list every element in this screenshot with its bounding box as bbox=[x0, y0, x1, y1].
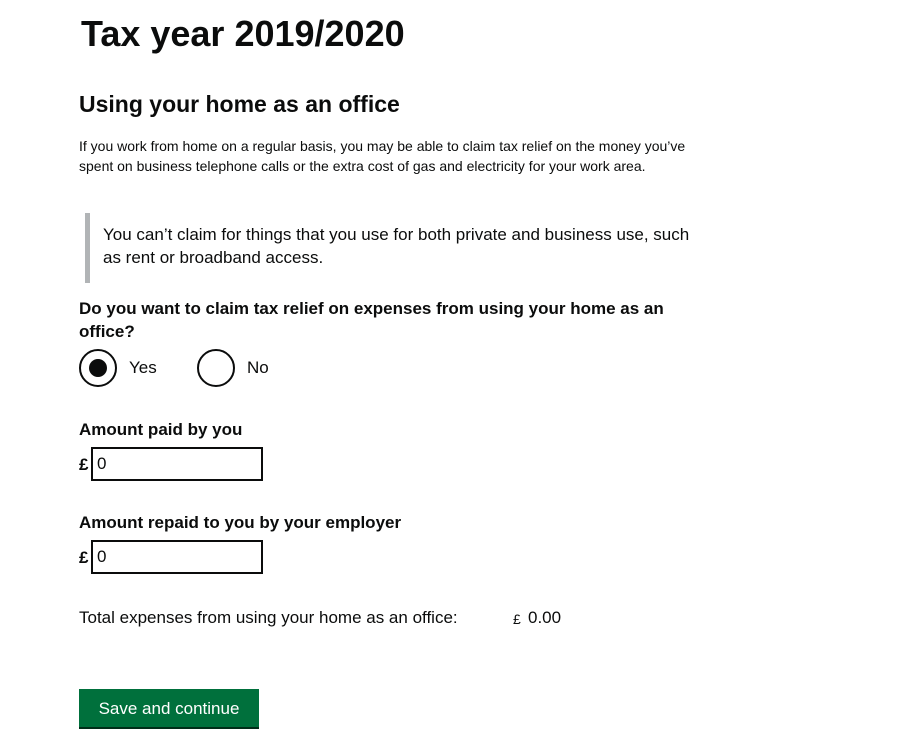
page-title: Tax year 2019/2020 bbox=[81, 13, 405, 54]
inset-text: You can’t claim for things that you use for both private and business use, such as rent or broadband access. bbox=[103, 225, 690, 267]
amount-repaid-currency: £ bbox=[79, 548, 89, 567]
total-expenses-label: Total expenses from using your home as an office: bbox=[79, 608, 458, 627]
amount-repaid-row bbox=[79, 540, 279, 574]
inset-text-block bbox=[85, 213, 695, 283]
radio-yes-label[interactable]: Yes bbox=[129, 358, 157, 377]
total-expenses-value: 0.00 bbox=[528, 608, 562, 627]
radio-yes[interactable] bbox=[79, 349, 179, 387]
radio-no-circle[interactable] bbox=[197, 349, 235, 387]
amount-paid-label: Amount paid by you bbox=[79, 420, 243, 439]
total-expenses-currency: £ bbox=[513, 611, 521, 627]
amount-paid-row bbox=[79, 447, 279, 481]
radio-selected-dot bbox=[89, 359, 107, 377]
amount-repaid-label: Amount repaid to you by your employer bbox=[79, 513, 402, 532]
claim-radio-group bbox=[79, 349, 379, 387]
intro-text: If you work from home on a regular basis, you may be able to claim tax relief on the money you’ve spent on business telephone calls or the extra cost of gas and electricity for your work area. bbox=[79, 138, 686, 174]
save-and-continue-button[interactable]: Save and continue bbox=[79, 689, 259, 727]
radio-no[interactable] bbox=[197, 349, 297, 387]
amount-paid-input[interactable] bbox=[91, 447, 263, 481]
section-heading: Using your home as an office bbox=[79, 91, 400, 117]
claim-question: Do you want to claim tax relief on expenses from using your home as an office? bbox=[79, 299, 664, 341]
amount-paid-currency: £ bbox=[79, 455, 89, 474]
radio-yes-circle[interactable] bbox=[79, 349, 117, 387]
radio-no-label[interactable]: No bbox=[247, 358, 269, 377]
amount-repaid-input[interactable] bbox=[91, 540, 263, 574]
